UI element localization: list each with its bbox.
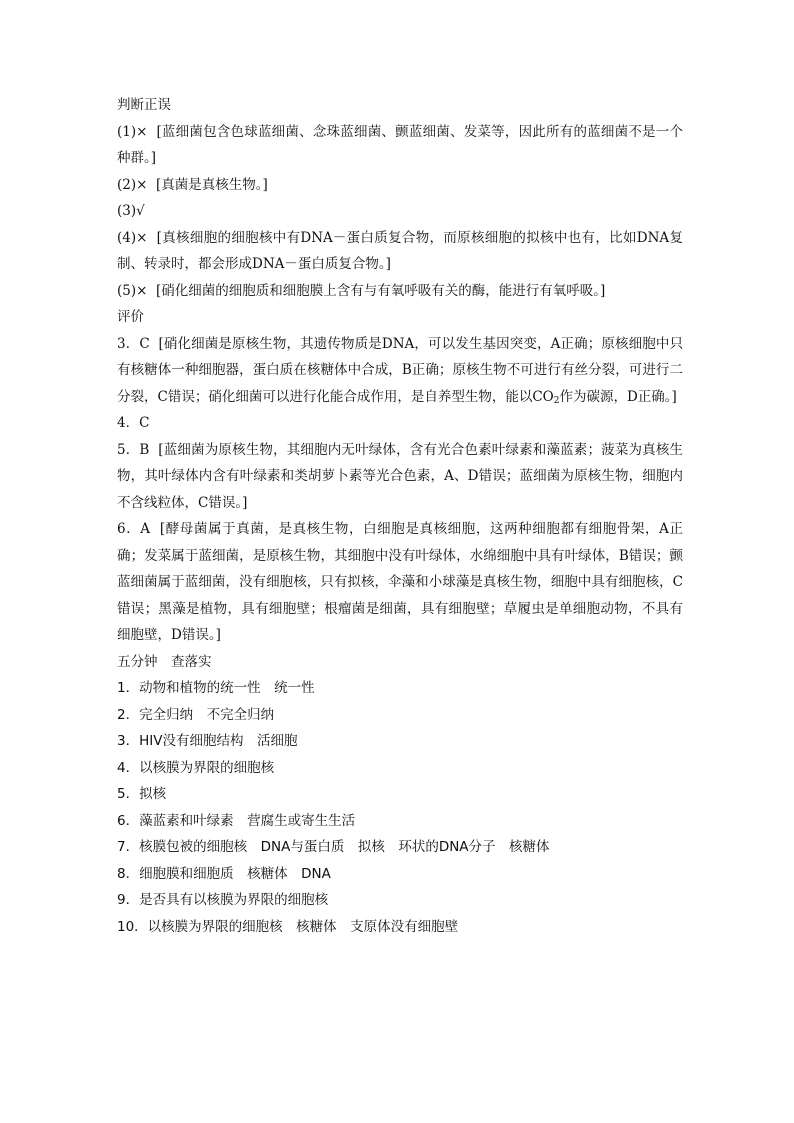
item-mark: 4．C [117,415,150,431]
judge-item-5 [117,278,683,305]
item-mark: (3)√ [117,203,145,219]
item-explanation: [真菌是真核生物。] [156,176,268,193]
item-explanation: [蓝细菌为原核生物，其细胞内无叶绿体，含有光合色素叶绿素和藻蓝素；菠菜为真核生物，其叶绿体内含有叶绿素和类胡萝卜素等光合色素，A、D错误；蓝细菌为原核生物，细胞内不含线粒体，C错误。] [117,441,683,511]
eval-item-5 [117,437,683,517]
judge-item-3 [117,198,683,225]
eval-item-3 [117,331,683,411]
review-row: 4．以核膜为界限的细胞核 [117,759,275,776]
item-explanation: [真核细胞的细胞核中有DNA－蛋白质复合物，而原核细胞的拟核中也有，比如DNA复制、转录时，都会形成DNA－蛋白质复合物。] [117,229,683,272]
review-row: 5．拟核 [117,786,167,802]
judge-item-2 [117,172,683,199]
review-row: 2．完全归纳 不完全归纳 [117,706,275,723]
item-mark: (2)× [117,176,157,193]
review-list [117,675,683,940]
item-mark: 6．A [117,521,160,537]
review-row: 7．核膜包被的细胞核 DNA与蛋白质 拟核 环状的DNA分子 核糖体 [117,839,550,855]
section-heading-judge: 判断正误 [117,97,171,113]
item-explanation: [硝化细菌是原核生物，其遗传物质是DNA，可以发生基因突变，A正确；原核细胞中只有核糖体一种细胞器，蛋白质在核糖体中合成，B正确；原核生物不可进行有丝分裂，可进行二分裂，C错误；硝化细菌可以进行化能合成作用，是自养型生物，能以CO [117,335,683,405]
subscript: 2 [553,395,560,406]
review-row: 3．HIV没有细胞结构 活细胞 [117,733,298,749]
review-row: 10．以核膜为界限的细胞核 核糖体 支原体没有细胞壁 [117,918,459,935]
item-explanation: [蓝细菌包含色球蓝细菌、念珠蓝细菌、颤蓝细菌、发菜等，因此所有的蓝细菌不是一个种群。] [117,123,683,166]
item-mark: 5．B [117,441,159,458]
review-row: 6．藻蓝素和叶绿素 营腐生或寄生生活 [117,812,356,829]
judge-item-4 [117,225,683,278]
item-explanation-tail: 作为碳源，D正确。] [559,388,677,405]
section-heading-review: 五分钟 查落实 [117,653,212,670]
item-mark: (5)× [117,282,157,299]
item-mark: (1)× [117,123,157,140]
item-explanation: [硝化细菌的细胞质和细胞膜上含有与有氧呼吸有关的酶，能进行有氧呼吸。] [156,282,606,299]
review-row: 9．是否具有以核膜为界限的细胞核 [117,892,329,908]
review-row: 1．动物和植物的统一性 统一性 [117,680,315,696]
review-row: 8．细胞膜和细胞质 核糖体 DNA [117,865,331,882]
item-explanation: [酵母菌属于真菌，是真核生物，白细胞是真核细胞，这两种细胞都有细胞骨架，A正确；发菜属于蓝细菌，是原核生物，其细胞中没有叶绿体，水绵细胞中具有叶绿体，B错误；颤蓝细菌属于蓝细菌，没有细胞核，只有拟核，伞藻和小球藻是真核生物，细胞中具有细胞核，C错误；黑藻是植物，具有细胞壁；根瘤菌是细菌，具有细胞壁；草履虫是单细胞动物，不具有细胞壁，D错误。] [117,521,684,643]
judge-item-1 [117,119,683,172]
eval-item-4 [117,410,683,437]
item-mark: 3．C [117,335,159,352]
eval-item-6 [117,516,683,649]
section-heading-evaluate: 评价 [117,309,144,325]
answer-page [117,92,683,940]
item-mark: (4)× [117,229,157,246]
